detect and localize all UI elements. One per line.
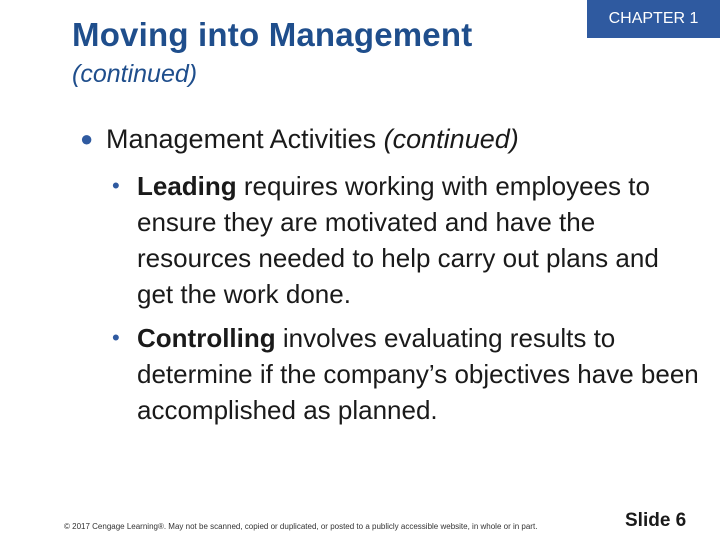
sub-bullet-controlling (112, 320, 702, 428)
chapter-tab (587, 0, 720, 38)
sub-bullet-icon: • (112, 173, 120, 198)
chapter-label: CHAPTER 1 (608, 10, 699, 27)
sub-bullet-icon: • (112, 325, 120, 350)
sub-bullet-term: Leading (137, 171, 237, 201)
copyright-notice: © 2017 Cengage Learning®. May not be scanned, copied or duplicated, or posted to a publicly accessible website, in whole or in part. (64, 522, 538, 531)
sub-bullet-text (137, 168, 702, 312)
slide-subtitle: (continued) (72, 60, 198, 88)
sub-bullet-body: requires working with employees to ensure they are motivated and have the resources needed to help carry out plans and get the work done. (137, 171, 659, 309)
slide-number: Slide 6 (625, 510, 687, 531)
sub-bullet-text (137, 320, 702, 428)
main-bullet-suffix: (continued) (383, 124, 519, 154)
sub-bullet-body: involves evaluating results to determine if the company’s objectives have been accomplished as planned. (137, 323, 699, 425)
sub-bullet-leading (112, 168, 702, 312)
round-bullet-icon: ● (80, 126, 94, 151)
main-bullet-text: Management Activities (106, 124, 377, 154)
slide-title: Moving into Management (72, 16, 473, 53)
sub-bullet-term: Controlling (137, 323, 276, 353)
main-bullet (80, 124, 519, 155)
